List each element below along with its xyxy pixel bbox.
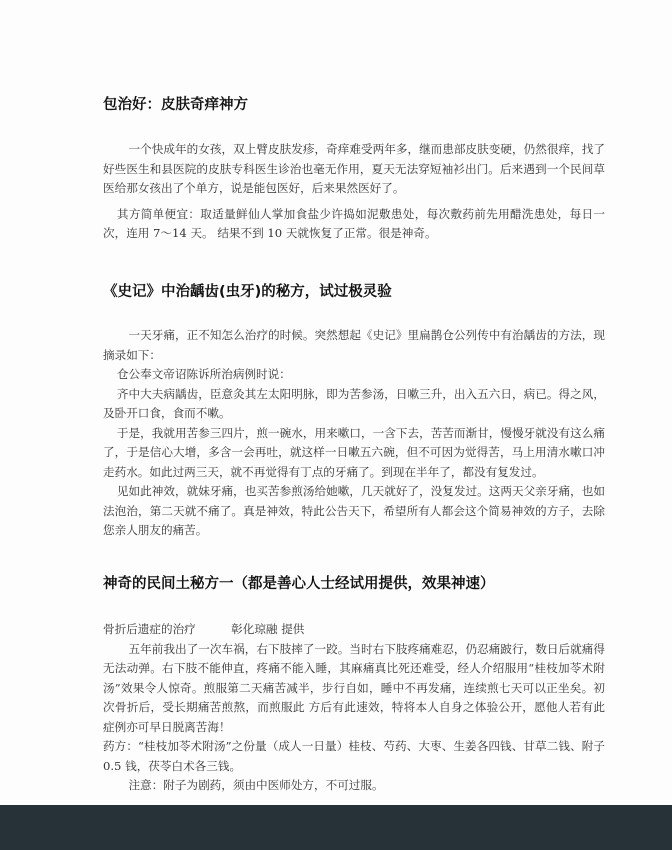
article3-prescription: 药方：“桂枝加苓术附汤”之份量（成人一日量）桂枝、芍药、大枣、生姜各四钱、甘草二钱、附子 0.5 钱，茯苓白术各三钱。: [103, 739, 605, 773]
article1-paragraph-1: 一个快成年的女孩，双上臂皮肤发疹，奇痒难受两年多，继而患部皮肤变硬，仍然很痒，找了好些医生和县医院的皮肤专科医生诊治也毫无作用，夏天无法穿短袖衫出门。后来遇到一个民间草医给那女孩出了个单方，说是能包医好，后来果然医好了。: [103, 142, 605, 195]
article2-title: 《史记》中治龋齿(虫牙)的秘方，试过极灵验: [103, 284, 392, 300]
article3-title: 神奇的民间土秘方一（都是善心人士经试用提供，效果神速）: [103, 576, 495, 592]
article2-paragraph-2: 仓公奉文帝诏陈诉所治病例时说：: [116, 367, 291, 381]
article2-paragraph-4: 于是，我就用苦参三四片，煎一碗水，用来嗽口，一含下去，苦苦而渐甘，慢慢牙就没有这么痛了，于是信心大增，多含一会再吐，就这样一日嗽五六碗，但不可因为觉得苦，马上用清水嗽口冲走药水。如此过两三天，就不再觉得有丁点的牙痛了。到现在半年了，都没有复发过。: [103, 425, 605, 479]
article3-paragraph-1: 五年前我出了一次车祸，右下肢摔了一跤。当时右下肢疼痛难忍，仍忍痛跛行，数日后就痛得无法动弹。右下肢不能伸直，疼痛不能入睡，其麻痛真比死还难受，经人介绍服用“桂枝加苓术附汤”效果令人惊奇。煎服第二天痛苦减半，步行自如，睡中不再发痛，连续煎七天可以正坐矣。初次骨折后，受长期痛苦煎熬，而煎服此 方后有此速效，特将本人自身之体验公开，愿他人若有此症例亦可早日脱离苦海！: [103, 641, 605, 734]
article2-paragraph-3: 齐中大夫病龋齿，臣意灸其左太阳明脉，即为苦参汤，日嗽三升，出入五六日，病已。得之风，及卧开口食，食而不嗽。: [103, 386, 605, 420]
article1-body: [103, 140, 605, 244]
article3-body: [103, 620, 605, 796]
article2-body: [103, 326, 605, 541]
article3-note: 注意：附子为剧药，须由中医师处方，不可过服。: [128, 778, 384, 792]
article2-paragraph-1: 一天牙痛，正不知怎么治疗的时候。突然想起《史记》里扁鹊仓公列传中有治龋齿的方法，现摘录如下：: [103, 328, 605, 362]
article3-byline-topic: 骨折后遗症的治疗: [103, 622, 196, 636]
article1-title: 包治好：皮肤奇痒神方: [103, 97, 248, 113]
article3-byline: [103, 620, 605, 640]
article3-byline-author: 彰化琼融 提供: [231, 622, 305, 636]
article2-paragraph-5: 见如此神效，就妹牙痛，也买苦参煎汤给她嗽，几天就好了，没复发过。这两天父亲牙痛，也如法泡治，第二天就不痛了。真是神效，特此公告天下，希望所有人都会这个简易神效的方子，去除您亲人朋友的痛苦。: [103, 484, 605, 537]
article1-paragraph-2: 其方简单便宜：取适量鲜仙人掌加食盐少许捣如泥敷患处，每次敷药前先用醋洗患处，每日一次，连用 7～14 天。 结果不到 10 天就恢复了正常。很是神奇。: [103, 206, 605, 240]
viewer-footer-bar: [0, 805, 672, 850]
